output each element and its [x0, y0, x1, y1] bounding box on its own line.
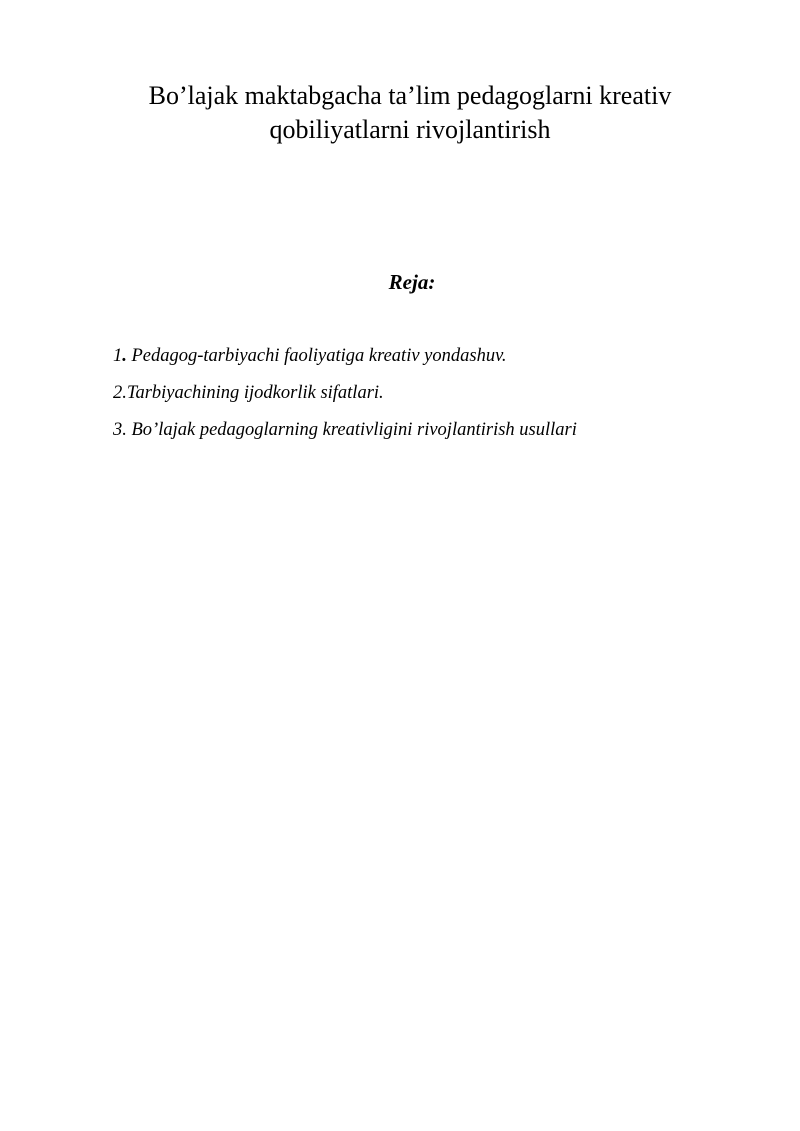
plan-list [113, 344, 577, 455]
plan-item-number: 2. [113, 383, 127, 403]
plan-heading: Reja: [388, 270, 436, 294]
plan-item-1 [113, 344, 577, 369]
plan-item-number: 3. [113, 420, 127, 440]
document-title [110, 79, 710, 147]
title-line-2: qobiliyatlarni rivojlantirish [269, 115, 551, 144]
plan-item-number: 1 [113, 346, 123, 366]
plan-item-text: Pedagog-tarbiyachi faoliyatiga kreativ yondashuv. [126, 346, 507, 366]
plan-item-3 [113, 418, 577, 443]
title-line-1: Bo’lajak maktabgacha ta’lim pedagoglarni kreativ [148, 81, 672, 110]
plan-item-number-dot: . [122, 346, 127, 366]
plan-item-text: Tarbiyachining ijodkorlik sifatlari. [126, 383, 384, 403]
plan-item-text: Bo’lajak pedagoglarning kreativligini rivojlantirish usullari [126, 420, 577, 440]
plan-item-2 [113, 381, 577, 406]
